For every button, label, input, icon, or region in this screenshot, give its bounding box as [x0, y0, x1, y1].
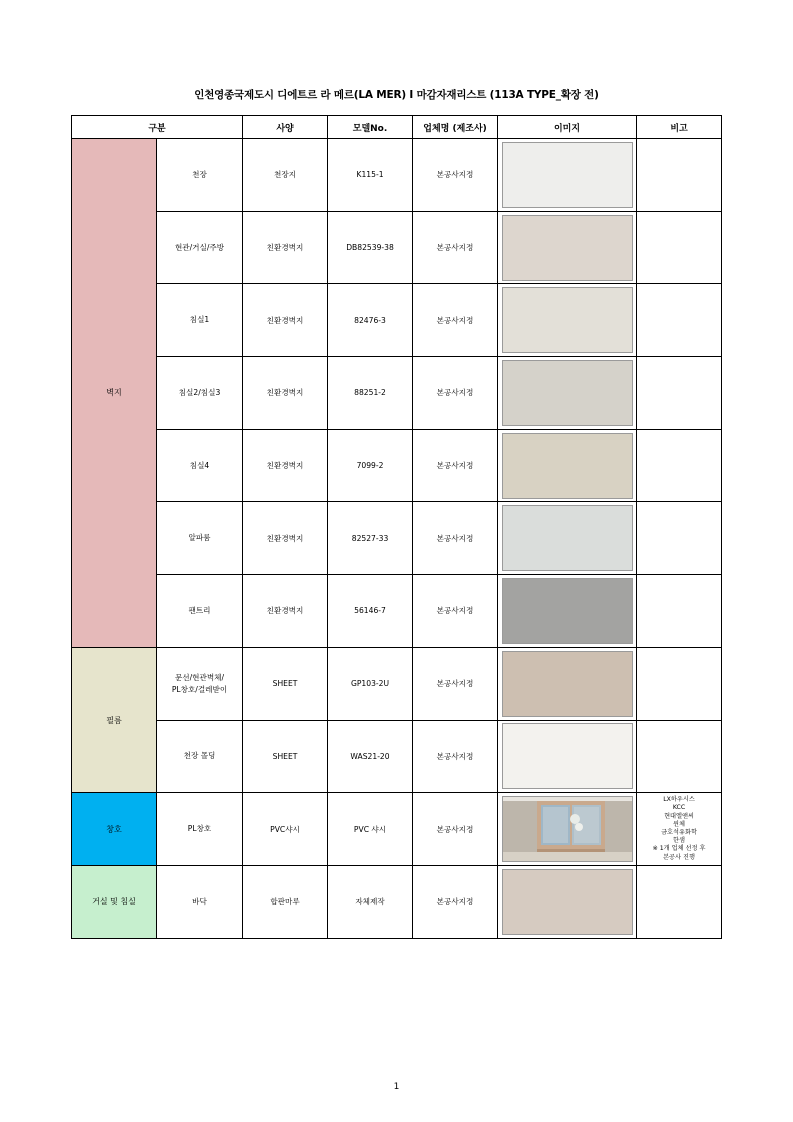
- maker-cell: 본공사지정: [413, 357, 498, 430]
- material-swatch: [502, 578, 633, 644]
- image-cell: [498, 647, 637, 720]
- area-cell: 팬트리: [157, 575, 243, 648]
- maker-cell: 본공사지정: [413, 284, 498, 357]
- image-cell: [498, 575, 637, 648]
- category-cell: 벽지: [72, 139, 157, 648]
- material-swatch: [502, 287, 633, 353]
- model-cell: GP103-2U: [328, 647, 413, 720]
- table-row: [72, 211, 722, 284]
- maker-cell: 본공사지정: [413, 429, 498, 502]
- maker-cell: 본공사지정: [413, 647, 498, 720]
- category-cell: 거실 및 침실: [72, 865, 157, 938]
- header-category: 구분: [72, 116, 243, 139]
- spec-cell: 친환경벽지: [243, 575, 328, 648]
- spec-cell: 친환경벽지: [243, 284, 328, 357]
- spec-cell: PVC샤시: [243, 793, 328, 866]
- remarks-cell: [637, 429, 722, 502]
- remarks-cell: [637, 211, 722, 284]
- window-photo: [502, 796, 633, 862]
- remarks-cell: [637, 647, 722, 720]
- spec-cell: 천장지: [243, 139, 328, 212]
- table-row: [72, 502, 722, 575]
- category-cell: 창호: [72, 793, 157, 866]
- image-cell: [498, 357, 637, 430]
- material-swatch: [502, 505, 633, 571]
- area-cell: 바닥: [157, 865, 243, 938]
- area-cell: 현관/거실/주방: [157, 211, 243, 284]
- table-row: [72, 720, 722, 793]
- spec-cell: SHEET: [243, 720, 328, 793]
- model-cell: 88251-2: [328, 357, 413, 430]
- material-swatch: [502, 360, 633, 426]
- remarks-cell: [637, 793, 722, 866]
- maker-cell: 본공사지정: [413, 720, 498, 793]
- image-cell: [498, 284, 637, 357]
- table-row: [72, 793, 722, 866]
- area-cell: 알파룸: [157, 502, 243, 575]
- spec-cell: 친환경벽지: [243, 357, 328, 430]
- table-row: [72, 284, 722, 357]
- maker-cell: 본공사지정: [413, 502, 498, 575]
- category-cell: 필름: [72, 647, 157, 792]
- maker-cell: 본공사지정: [413, 575, 498, 648]
- maker-cell: 본공사지정: [413, 865, 498, 938]
- material-swatch: [502, 142, 633, 208]
- image-cell: [498, 502, 637, 575]
- material-swatch: [502, 433, 633, 499]
- maker-cell: 본공사지정: [413, 211, 498, 284]
- area-cell: 침실1: [157, 284, 243, 357]
- remarks-cell: [637, 357, 722, 430]
- area-cell: PL창호: [157, 793, 243, 866]
- table-row: [72, 139, 722, 212]
- remarks-line: 현대엘앤씨: [664, 812, 694, 820]
- remarks-line: 금호석유화학: [661, 829, 697, 837]
- model-cell: 56146-7: [328, 575, 413, 648]
- model-cell: K115-1: [328, 139, 413, 212]
- table-row: [72, 575, 722, 648]
- header-image: 이미지: [498, 116, 637, 139]
- image-cell: [498, 429, 637, 502]
- remarks-cell: [637, 575, 722, 648]
- area-cell: 천장: [157, 139, 243, 212]
- finish-materials-table: [71, 115, 722, 939]
- area-cell: 침실2/침실3: [157, 357, 243, 430]
- model-cell: 82476-3: [328, 284, 413, 357]
- material-swatch: [502, 869, 633, 935]
- image-cell: [498, 211, 637, 284]
- image-cell: [498, 865, 637, 938]
- header-model: 모델No.: [328, 116, 413, 139]
- remarks-line: LX하우시스: [663, 796, 695, 804]
- model-cell: 82527-33: [328, 502, 413, 575]
- image-cell: [498, 793, 637, 866]
- window-photo-graphic: [503, 797, 633, 862]
- remarks-cell: [637, 865, 722, 938]
- image-cell: [498, 720, 637, 793]
- spec-cell: 친환경벽지: [243, 429, 328, 502]
- image-cell: [498, 139, 637, 212]
- header-spec: 사양: [243, 116, 328, 139]
- material-swatch: [502, 651, 633, 717]
- area-cell: 문선/현관벽체/ PL창호/걸레받이: [157, 647, 243, 720]
- area-cell: 천장 몰딩: [157, 720, 243, 793]
- remarks-cell: [637, 502, 722, 575]
- table-row: [72, 429, 722, 502]
- model-cell: DB82539-38: [328, 211, 413, 284]
- remarks-cell: [637, 284, 722, 357]
- spec-cell: SHEET: [243, 647, 328, 720]
- remarks-cell: [637, 720, 722, 793]
- maker-cell: 본공사지정: [413, 793, 498, 866]
- spec-cell: 합판마루: [243, 865, 328, 938]
- model-cell: 7099-2: [328, 429, 413, 502]
- maker-cell: 본공사지정: [413, 139, 498, 212]
- document-title: 인천영종국제도시 디에트르 라 메르(LA MER) I 마감자재리스트 (113A TYPE_확장 전): [194, 89, 599, 101]
- remarks-line: 본공사 진행: [663, 853, 695, 861]
- model-cell: PVC 샤시: [328, 793, 413, 866]
- header-remarks: 비고: [637, 116, 722, 139]
- page-number: 1: [393, 1082, 400, 1092]
- table-row: [72, 357, 722, 430]
- remarks-cell: [637, 139, 722, 212]
- table-row: [72, 647, 722, 720]
- material-swatch: [502, 723, 633, 789]
- table-header-row: [72, 116, 722, 139]
- model-cell: 자체제작: [328, 865, 413, 938]
- remarks-line: KCC: [672, 804, 686, 812]
- material-swatch: [502, 215, 633, 281]
- spec-cell: 친환경벽지: [243, 502, 328, 575]
- model-cell: WAS21-20: [328, 720, 413, 793]
- remarks-line: 윈체: [673, 820, 685, 828]
- spec-cell: 친환경벽지: [243, 211, 328, 284]
- remarks-line: 한샘: [673, 837, 685, 845]
- table-row: [72, 865, 722, 938]
- remarks-line: ※ 1개 업체 선정 후: [652, 845, 706, 853]
- area-cell: 침실4: [157, 429, 243, 502]
- header-maker: 업체명 (제조사): [413, 116, 498, 139]
